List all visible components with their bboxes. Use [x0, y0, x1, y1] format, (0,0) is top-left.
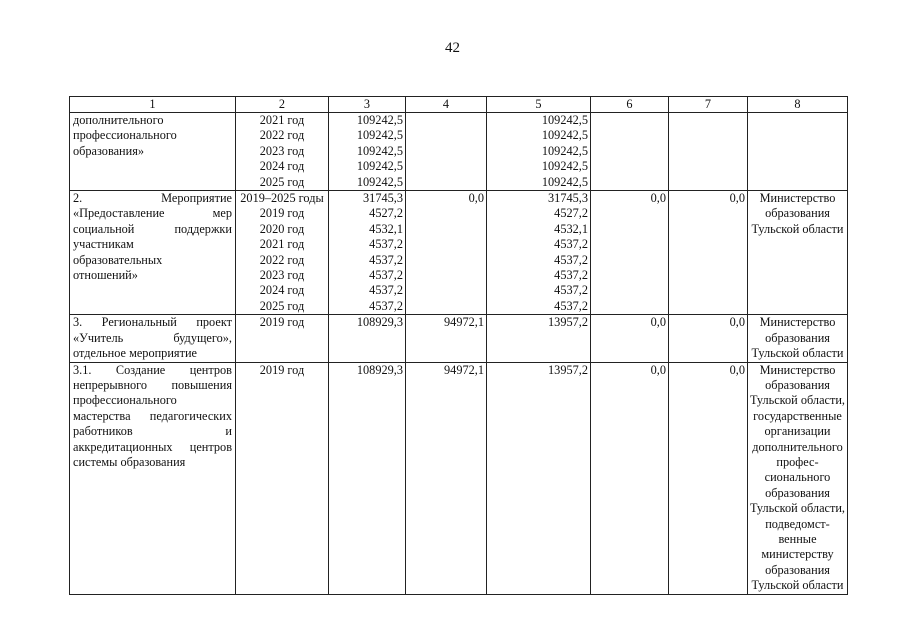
cell-line: образования [765, 330, 830, 345]
cell-line: 4537,2 [369, 268, 403, 283]
cell-description [70, 315, 236, 362]
cell-line: 0,0 [729, 315, 745, 330]
cell-line: 109242,5 [356, 143, 403, 158]
cell-local [591, 315, 669, 362]
cell-responsible [748, 113, 848, 191]
cell-line: 4532,1 [369, 221, 403, 236]
cell-line: 109242,5 [356, 159, 403, 174]
col-header: 2 [236, 97, 329, 113]
col-header: 6 [591, 97, 669, 113]
cell-line: 2019 год [259, 315, 305, 330]
cell-line: системы образования [73, 454, 186, 469]
cell-total [329, 315, 406, 362]
cell-line: 2025 год [259, 298, 305, 313]
cell-line: образовательных [73, 252, 163, 267]
cell-total [329, 113, 406, 191]
cell-line: Тульской области [751, 578, 844, 593]
cell-description [70, 191, 236, 315]
cell-line: Министерство [759, 191, 836, 206]
cell-line: образования [765, 562, 830, 577]
cell-line: 2024 год [259, 159, 305, 174]
cell-line: отдельное мероприятие [73, 346, 197, 361]
cell-line: образования [765, 377, 830, 392]
cell-line: работников и [73, 424, 232, 439]
cell-local [591, 362, 669, 594]
cell-line: Министерство [759, 362, 836, 377]
cell-line: «Предоставление мер [73, 206, 232, 221]
cell-line: 2023 год [259, 143, 305, 158]
cell-period [236, 362, 329, 594]
cell-line: 94972,1 [444, 362, 484, 377]
cell-regional [487, 362, 591, 594]
cell-line: 2021 год [259, 113, 305, 127]
cell-other [669, 362, 748, 594]
cell-line: 2019–2025 годы [240, 191, 324, 206]
cell-line: 2022 год [259, 128, 305, 143]
cell-line: 2023 год [259, 268, 305, 283]
cell-line: 109242,5 [356, 128, 403, 143]
cell-period [236, 113, 329, 191]
cell-line: 109242,5 [356, 174, 403, 189]
cell-line: 4537,2 [554, 252, 588, 267]
col-header: 8 [748, 97, 848, 113]
cell-line: 0,0 [729, 191, 745, 206]
cell-line: 4537,2 [369, 283, 403, 298]
cell-line: профессионального [73, 128, 177, 143]
cell-responsible [748, 362, 848, 594]
cell-regional [487, 113, 591, 191]
cell-federal [406, 191, 487, 315]
cell-line: 94972,1 [444, 315, 484, 330]
cell-line: образования [765, 206, 830, 221]
cell-line: 4537,2 [554, 268, 588, 283]
cell-line: Министерство [759, 315, 836, 330]
cell-line: 3. Региональный проект [73, 315, 232, 330]
cell-line: 13957,2 [548, 362, 588, 377]
cell-line: 31745,3 [363, 191, 403, 206]
cell-line: 0,0 [650, 315, 666, 330]
cell-line: 0,0 [468, 191, 484, 206]
cell-line: 4532,1 [554, 221, 588, 236]
cell-line: непрерывного повышения [73, 377, 232, 392]
cell-other [669, 113, 748, 191]
cell-responsible [748, 315, 848, 362]
cell-line: 109242,5 [541, 113, 588, 127]
cell-other [669, 191, 748, 315]
col-header: 5 [487, 97, 591, 113]
cell-line: 109242,5 [541, 159, 588, 174]
cell-line: социальной поддержки [73, 221, 232, 236]
cell-line: 0,0 [650, 362, 666, 377]
cell-line: 31745,3 [548, 191, 588, 206]
cell-line: отношений» [73, 268, 138, 283]
cell-line: венные [778, 531, 817, 546]
col-header: 3 [329, 97, 406, 113]
cell-total [329, 191, 406, 315]
cell-description [70, 362, 236, 594]
cell-line: 109242,5 [541, 174, 588, 189]
col-header: 7 [669, 97, 748, 113]
cell-line: участникам [73, 237, 134, 252]
cell-period [236, 191, 329, 315]
cell-line: Тульской области [751, 346, 844, 361]
cell-line: организации [764, 424, 831, 439]
cell-line: 13957,2 [548, 315, 588, 330]
cell-line: 4527,2 [369, 206, 403, 221]
table-row [70, 113, 848, 191]
cell-local [591, 113, 669, 191]
cell-line: мастерства педагогических [73, 408, 232, 423]
cell-federal [406, 113, 487, 191]
cell-line: 2. Мероприятие [73, 191, 232, 206]
cell-line: Тульской области, [749, 501, 846, 516]
cell-line: 2024 год [259, 283, 305, 298]
cell-line: 2019 год [259, 362, 305, 377]
cell-line: 4537,2 [554, 298, 588, 313]
cell-line: 2020 год [259, 221, 305, 236]
cell-line: 109242,5 [541, 143, 588, 158]
cell-local [591, 191, 669, 315]
cell-period [236, 315, 329, 362]
cell-line: 4527,2 [554, 206, 588, 221]
cell-line: подведомст- [765, 516, 830, 531]
cell-line: 0,0 [650, 191, 666, 206]
col-header: 4 [406, 97, 487, 113]
cell-regional [487, 315, 591, 362]
cell-line: 2021 год [259, 237, 305, 252]
cell-line: 4537,2 [369, 252, 403, 267]
cell-line: сионального [764, 470, 831, 485]
col-header: 1 [70, 97, 236, 113]
cell-line: 2022 год [259, 252, 305, 267]
cell-line: 108929,3 [356, 362, 403, 377]
cell-line: дополнительного [752, 439, 843, 454]
cell-federal [406, 362, 487, 594]
cell-line: 109242,5 [541, 128, 588, 143]
cell-line: образования» [73, 143, 145, 158]
table-row [70, 362, 848, 594]
data-table [69, 96, 848, 595]
cell-other [669, 315, 748, 362]
cell-federal [406, 315, 487, 362]
cell-line: 109242,5 [356, 113, 403, 127]
cell-line: 4537,2 [369, 237, 403, 252]
cell-line: 0,0 [729, 362, 745, 377]
cell-line: 2025 год [259, 174, 305, 189]
header-row [70, 97, 848, 113]
cell-responsible [748, 191, 848, 315]
cell-regional [487, 191, 591, 315]
cell-line: Тульской области, [749, 393, 846, 408]
table-row [70, 191, 848, 315]
cell-line: министерству [761, 547, 834, 562]
cell-line: 3.1. Создание центров [73, 362, 232, 377]
table-row [70, 315, 848, 362]
cell-line: профессионального [73, 393, 177, 408]
cell-line: аккредитационных центров [73, 439, 232, 454]
cell-line: 108929,3 [356, 315, 403, 330]
cell-line: образования [765, 485, 830, 500]
cell-line: 4537,2 [369, 298, 403, 313]
cell-line: государственные [753, 408, 842, 423]
cell-total [329, 362, 406, 594]
cell-line: 4537,2 [554, 237, 588, 252]
cell-line: 4537,2 [554, 283, 588, 298]
cell-line: Тульской области [751, 221, 844, 236]
cell-line: дополнительного [73, 113, 164, 127]
cell-line: 2019 год [259, 206, 305, 221]
cell-description [70, 113, 236, 191]
cell-line: профес- [776, 454, 819, 469]
cell-line: «Учитель будущего», [73, 330, 232, 345]
page-number: 42 [445, 40, 460, 56]
